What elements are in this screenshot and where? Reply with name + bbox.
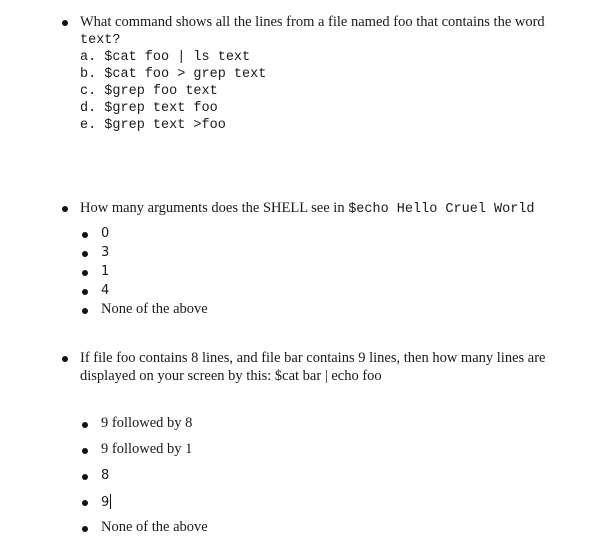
option: 8 xyxy=(101,468,110,483)
option: None of the above xyxy=(101,519,208,535)
option-c: c. $grep foo text xyxy=(80,84,218,99)
question-text: If file foo contains 8 lines, and file bar contains 9 lines, then how many lines are xyxy=(80,350,546,366)
question-text xyxy=(80,200,535,217)
option: None of the above xyxy=(101,301,208,317)
question-prefix: How many arguments does the SHELL see in xyxy=(80,200,349,216)
echo-command: $echo Hello Cruel World xyxy=(348,202,535,217)
question-text-continued: text? xyxy=(80,33,121,48)
option-d: d. $grep text foo xyxy=(80,101,218,116)
bullet-icon xyxy=(62,20,68,26)
bullet-icon xyxy=(82,526,88,532)
bullet-icon xyxy=(82,232,88,238)
bullet-icon xyxy=(82,289,88,295)
option: 9 xyxy=(101,495,110,510)
option: 4 xyxy=(101,283,110,298)
option-with-cursor xyxy=(101,494,111,510)
bullet-icon xyxy=(82,308,88,314)
question-text-continued: displayed on your screen by this: $cat bar | echo foo xyxy=(80,368,382,384)
question-text: What command shows all the lines from a file named foo that contains the word xyxy=(80,14,545,30)
option: 3 xyxy=(101,245,110,260)
text-cursor xyxy=(110,494,111,509)
bullet-icon xyxy=(62,356,68,362)
bullet-icon xyxy=(82,500,88,506)
bullet-icon xyxy=(82,251,88,257)
option-e: e. $grep text >foo xyxy=(80,118,226,133)
option-b: b. $cat foo > grep text xyxy=(80,67,267,82)
option: 0 xyxy=(101,226,110,241)
option: 9 followed by 8 xyxy=(101,415,193,431)
option: 1 xyxy=(101,264,110,279)
bullet-icon xyxy=(82,448,88,454)
bullet-icon xyxy=(82,270,88,276)
bullet-icon xyxy=(82,474,88,480)
bullet-icon xyxy=(82,422,88,428)
option-a: a. $cat foo | ls text xyxy=(80,50,251,65)
option: 9 followed by 1 xyxy=(101,441,193,457)
bullet-icon xyxy=(62,206,68,212)
